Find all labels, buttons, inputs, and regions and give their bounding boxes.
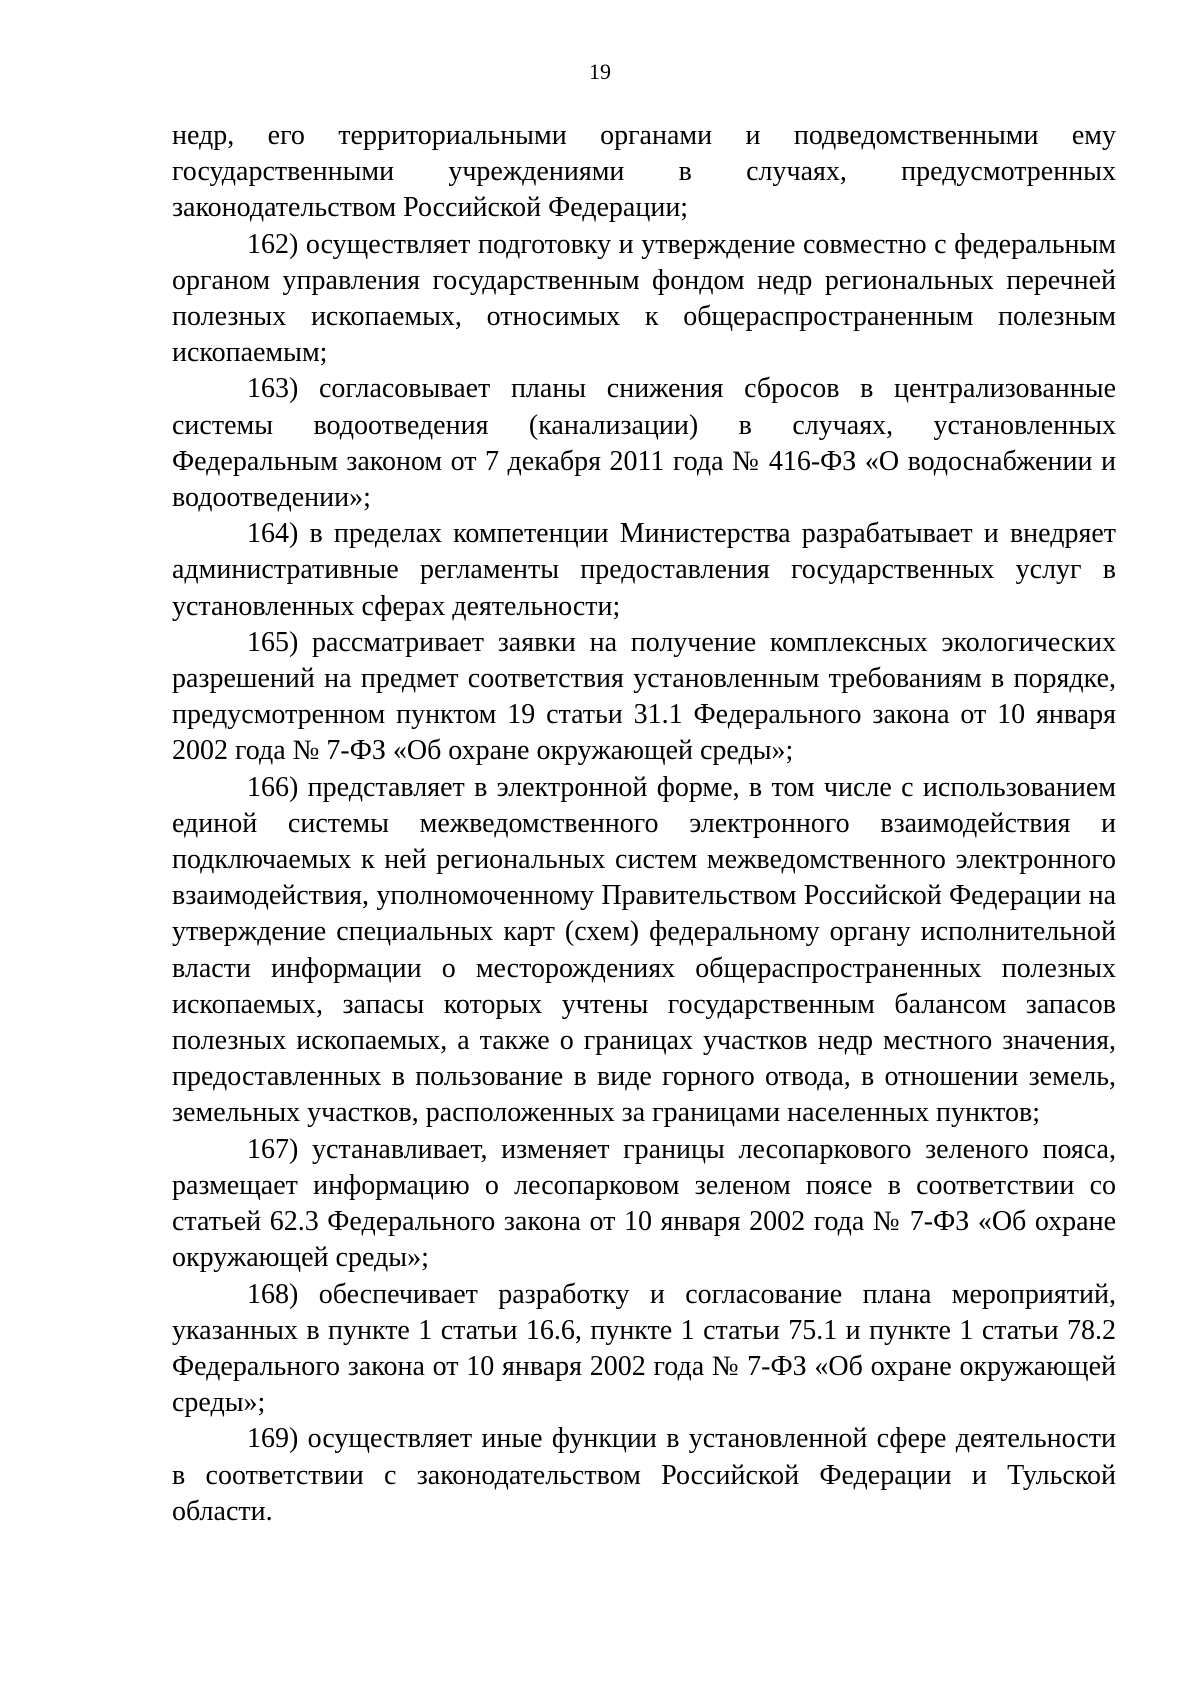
page-number: 19 — [589, 59, 611, 84]
document-body — [172, 118, 1116, 1530]
paragraph-item-165: 165) рассматривает заявки на получение комплексных экологических разрешений на предмет соответствия установленным требованиям в порядке, предусмотренном пунктом 19 статьи 31.1 Федерального закона от 10 января 2002 года № 7-ФЗ «Об охране окружающей среды»; — [172, 626, 1116, 767]
paragraph-item-162: 162) осуществляет подготовку и утверждение совместно с федеральным органом управления государственным фондом недр региональных перечней полезных ископаемых, относимых к общераспространенным полезным ископаемым; — [172, 228, 1116, 369]
paragraph-continuation: недр, его территориальными органами и подведомственными ему государственными учреждениями в случаях, предусмотренных законодательством Российской Федерации; — [172, 120, 1116, 224]
paragraph-item-163: 163) согласовывает планы снижения сбросов в централизованные системы водоотведения (канализации) в случаях, установленных Федеральным законом от 7 декабря 2011 года № 416-ФЗ «О водоснабжении и водоотведении»; — [172, 373, 1116, 514]
paragraph-item-166: 166) представляет в электронной форме, в том числе с использованием единой системы межведомственного электронного взаимодействия и подключаемых к ней региональных систем межведомственного электронного взаимодействия, уполномоченному Правительством Российской Федерации на утверждение специальных карт (схем) федеральному органу исполнительной власти информации о месторождениях общераспространенных полезных ископаемых, запасы которых учтены государственным балансом запасов полезных ископаемых, а также о границах участков недр местного значения, предоставленных в пользование в виде горного отвода, в отношении земель, земельных участков, расположенных за границами населенных пунктов; — [172, 771, 1116, 1129]
paragraph-item-167: 167) устанавливает, изменяет границы лесопаркового зеленого пояса, размещает информацию о лесопарковом зеленом поясе в соответствии со статьей 62.3 Федерального закона от 10 января 2002 года № 7-ФЗ «Об охране окружающей среды»; — [172, 1133, 1116, 1274]
paragraph-item-168: 168) обеспечивает разработку и согласование плана мероприятий, указанных в пункте 1 статьи 16.6, пункте 1 статьи 75.1 и пункте 1 статьи 78.2 Федерального закона от 10 января 2002 года № 7-ФЗ «Об охране окружающей среды»; — [172, 1278, 1116, 1419]
paragraph-item-169: 169) осуществляет иные функции в установленной сфере деятельности в соответствии с законодательством Российской Федерации и Тульской области. — [172, 1423, 1116, 1527]
paragraph-item-164: 164) в пределах компетенции Министерства разрабатывает и внедряет административные регламенты предоставления государственных услуг в установленных сферах деятельности; — [172, 518, 1116, 622]
